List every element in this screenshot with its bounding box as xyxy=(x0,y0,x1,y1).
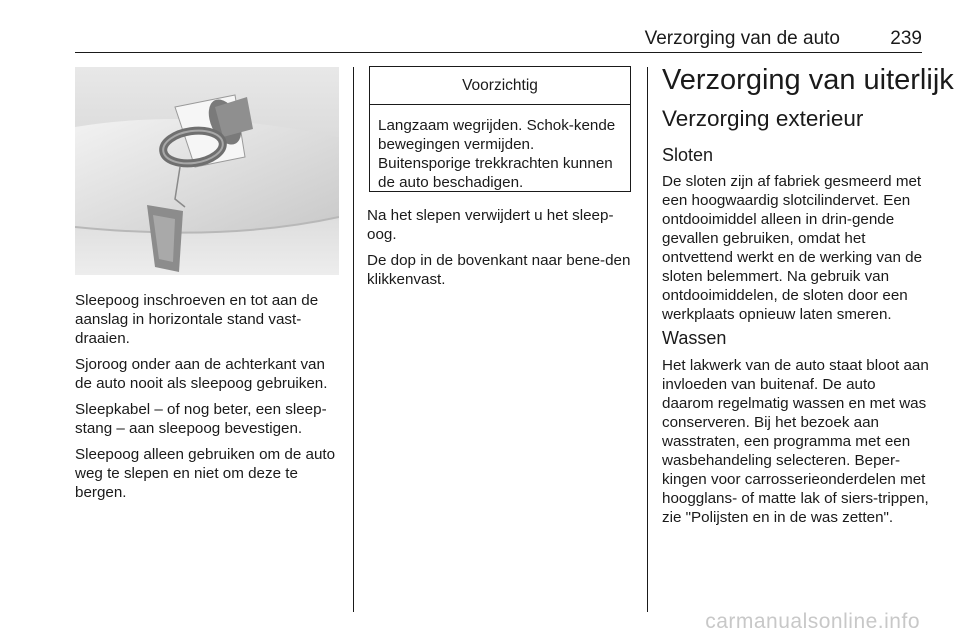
paragraph-cap: De dop in de bovenkant naar bene-den klikkenvast. xyxy=(367,252,631,288)
locks-text xyxy=(662,172,930,331)
paragraph-washing: Het lakwerk van de auto staat bloot aan invloeden van buitenaf. De auto daarom regelmatig wassen en met was conserveren. Bij het bezoek aan wasstraten, een programma met een wasbehandeling selecteren. Beper-kingen voor carrosserieonderdelen met hoogglans- of matte lak of siers-trippen, zie "Polijsten en in de was zetten". xyxy=(662,357,929,526)
paragraph-tow-cable: Sleepkabel – of nog beter, een sleep-stang – aan sleepoog bevestigen. xyxy=(75,401,327,437)
paragraph-lashing-eye: Sjoroog onder aan de achterkant van de auto nooit als sleepoog gebruiken. xyxy=(75,356,328,392)
column-divider-left xyxy=(353,67,354,612)
column-divider-right xyxy=(647,67,648,612)
warning-title: Voorzichtig xyxy=(370,67,630,105)
left-column-text xyxy=(75,291,341,509)
paragraph-locks: De sloten zijn af fabriek gesmeerd met een hoogwaardig slotcilindervet. Een ontdooimiddel alleen in drin-gende gevallen gebruiken, omdat het ontvettend werkt en de werking van de sloten belemmert. Na gebruik van ontdooimiddelen, de sloten door een werkplaats opnieuw laten smeren. xyxy=(662,173,923,323)
warning-body: Langzaam wegrijden. Schok-kende bewegingen vermijden. Buitensporige trekkrachten kunnen de auto beschadigen. xyxy=(378,117,616,191)
header-rule xyxy=(75,52,922,53)
paragraph-usage: Sleepoog alleen gebruiken om de auto weg te slepen en niet om deze te bergen. xyxy=(75,446,336,501)
middle-column-text xyxy=(367,206,633,296)
tow-eye-illustration xyxy=(75,67,339,275)
heading-washing: Wassen xyxy=(662,328,727,348)
paragraph-screw-in: Sleepoog inschroeven en tot aan de aanslag in horizontale stand vast- draaien. xyxy=(75,292,319,347)
header-page-number: 239 xyxy=(890,28,922,49)
warning-box xyxy=(369,66,631,192)
heading-exterior-care: Verzorging van uiterlijk xyxy=(662,64,954,96)
washing-text xyxy=(662,356,930,534)
header-section-title: Verzorging van de auto xyxy=(644,28,840,49)
heading-locks: Sloten xyxy=(662,145,714,165)
heading-exterior: Verzorging exterieur xyxy=(662,106,864,131)
watermark-text: carmanualsonline.info xyxy=(705,610,920,633)
paragraph-remove-eye: Na het slepen verwijdert u het sleep-oog. xyxy=(367,207,614,243)
